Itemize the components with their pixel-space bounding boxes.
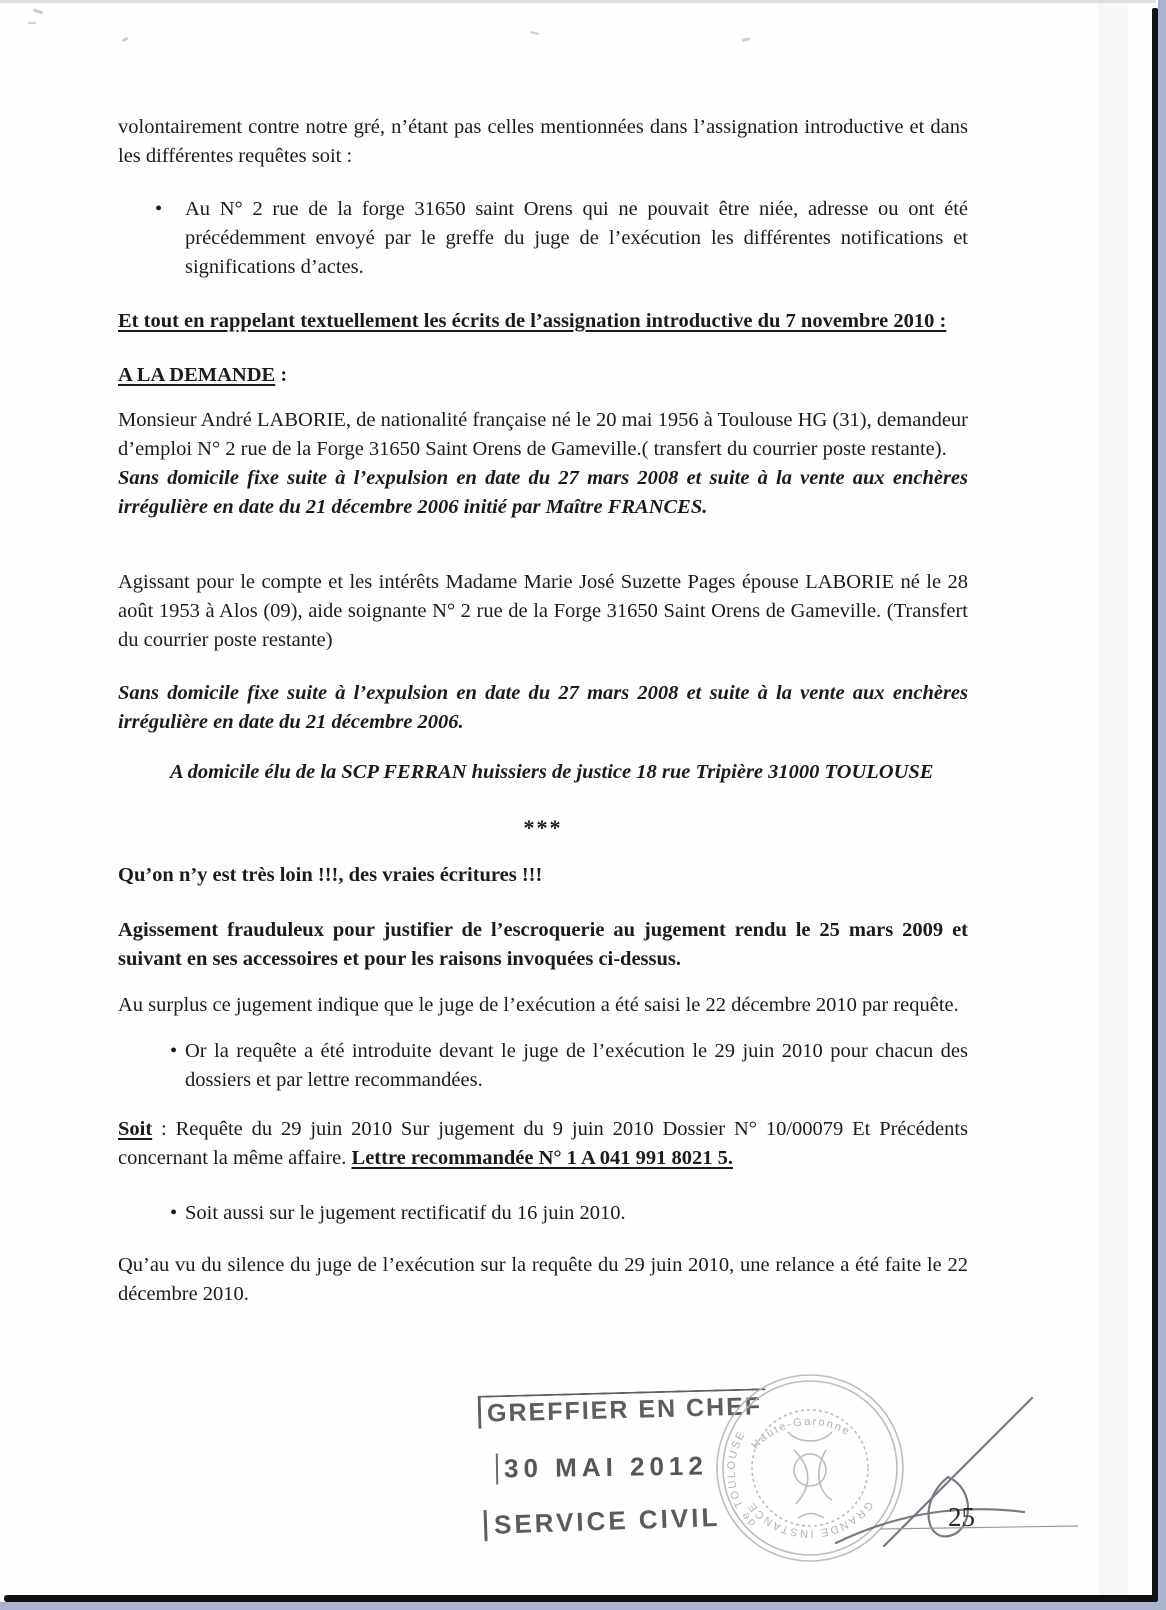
court-seal-and-signature (700, 1370, 1110, 1580)
paragraph-silence: Qu’au vu du silence du juge de l’exécution sur la requête du 29 juin 2010, une relance a été faite le 22 décembre 2010. (118, 1254, 968, 1305)
list-item-soit-aussi (118, 1199, 968, 1228)
bullet-icon: • (155, 198, 163, 220)
seal-text-left: de TOULOUSE (725, 1428, 759, 1529)
lettre-recommandee: Lettre recommandée N° 1 A 041 991 8021 5. (351, 1147, 734, 1169)
list-item-address (118, 195, 968, 282)
paragraph-soit (118, 1115, 968, 1173)
paragraph-intro: volontairement contre notre gré, n’étant pas celles mentionnées dans l’assignation introductive et dans les différentes requêtes soit : (118, 116, 968, 167)
paragraph-quon: Qu’on n’y est très loin !!!, des vraies écritures !!! (118, 864, 543, 886)
soit-text: : Requête du 29 juin 2010 Sur jugement du 9 juin 2010 Dossier N° 10/00079 Et Précédents concernant la même affaire. (118, 1118, 968, 1169)
paragraph-laborie: Monsieur André LABORIE, de nationalité française né le 20 mai 1956 à Toulouse HG (31), demandeur d’emploi N° 2 rue de la Forge 31650 Saint Orens de Gameville.( transfert du courrier poste restante). (118, 409, 968, 460)
paragraph-sans-domicile-1: Sans domicile fixe suite à l’expulsion en date du 27 mars 2008 et suite à la vente aux enchères irrégulière en date du 21 décembre 2006 initié par Maître FRANCES. (118, 467, 968, 518)
heading-demande: A LA DEMANDE : (118, 364, 288, 386)
scan-edge-right (1152, 8, 1158, 1602)
list-item-text: Or la requête a été introduite devant le juge de l’exécution le 29 juin 2010 pour chacun des dossiers et par lettre recommandées. (185, 1040, 968, 1091)
stamp-service-civil: SERVICE CIVIL (484, 1502, 721, 1541)
page-number: 25 (948, 1502, 975, 1532)
handwritten-signature (836, 1398, 1032, 1546)
scan-edge-right-outer (1158, 0, 1166, 1610)
section-separator: *** (523, 815, 563, 840)
scan-edge-bottom (4, 1595, 1158, 1602)
scan-streak (1098, 0, 1128, 1598)
paragraph-agissant: Agissant pour le compte et les intérêts Madame Marie José Suzette Pages épouse LABORIE né le 28 août 1953 à Alos (09), aide soignante N° 2 rue de la Forge 31650 Saint Orens de Gameville. (Transfert du courrier poste restante) (118, 571, 968, 651)
svg-text:Haute-Garonne (749, 1416, 853, 1452)
bullet-icon: • (170, 1202, 178, 1224)
soit-label: Soit (118, 1118, 153, 1140)
list-item-text: Soit aussi sur le jugement rectificatif du 16 juin 2010. (185, 1202, 626, 1224)
stamp-date: 30 MAI 2012 (496, 1451, 708, 1485)
document-body (118, 0, 968, 1309)
paragraph-domicile-elu: A domicile élu de la SCP FERRAN huissiers de justice 18 rue Tripière 31000 TOULOUSE (170, 761, 934, 783)
heading-rappel (118, 303, 968, 339)
list-item-or (118, 1037, 968, 1095)
scan-edge-bottom-outer (0, 1602, 1166, 1610)
seal-text-bottom: GRANDE INSTANCE (744, 1499, 876, 1540)
seal-text-top: Haute-Garonne (749, 1415, 853, 1452)
scan-edge-top (0, 0, 1156, 3)
pen-line (880, 1526, 1078, 1529)
paragraph-surplus: Au surplus ce jugement indique que le juge de l’exécution a été saisi le 22 décembre 2010 par requête. (118, 994, 959, 1016)
paragraph-agissement: Agissement frauduleux pour justifier de l’escroquerie au jugement rendu le 25 mars 2009 et suivant en ses accessoires et pour les raisons invoquées ci-dessus. (118, 919, 968, 970)
paragraph-sans-domicile-2: Sans domicile fixe suite à l’expulsion en date du 27 mars 2008 et suite à la vente aux enchères irrégulière en date du 21 décembre 2006. (118, 682, 968, 733)
stamp-greffier-en-chef: GREFFIER EN CHEF (478, 1388, 767, 1429)
scan-speck (28, 22, 36, 24)
bullet-icon: • (170, 1040, 178, 1062)
heading-rappel-text: Et tout en rappelant textuellement les écrits de l’assignation introductive du 7 novembre 2010 : (118, 310, 947, 332)
list-item-text: Au N° 2 rue de la forge 31650 saint Orens qui ne pouvait être niée, adresse ou ont été précédemment envoyé par le greffe du juge de l’exécution les différentes notifications et significations d’actes. (185, 198, 968, 278)
scan-speck (33, 8, 43, 14)
